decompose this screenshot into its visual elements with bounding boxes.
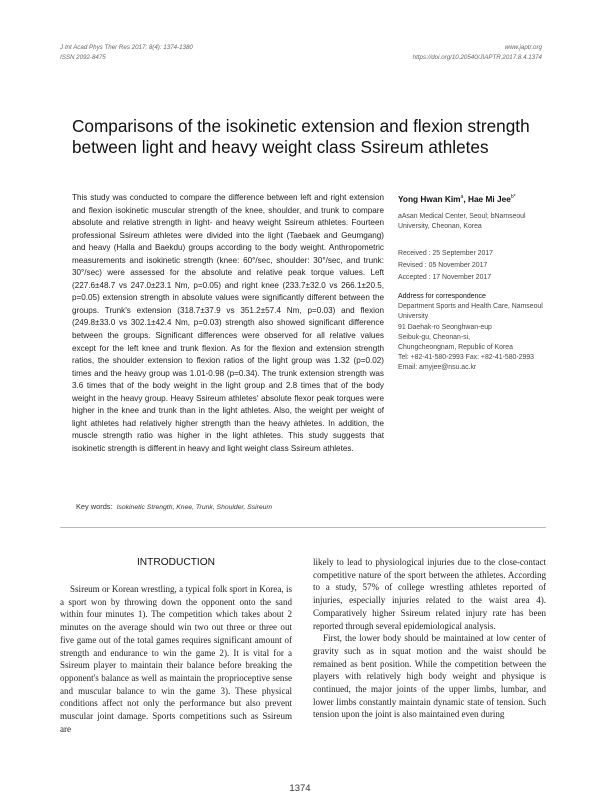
received-date: Received : 25 September 2017 [398, 250, 493, 257]
introduction-right-column [313, 556, 546, 721]
author-separator: , [463, 194, 468, 204]
author-affiliations: aAsan Medical Center, Seoul; bNamseoul University, Cheonan, Korea [398, 213, 526, 230]
introduction-paragraph: likely to lead to physiological injuries due to the close-contact competitive nature of the sport between the athletes. According to a study, 57% of college wrestling athletes reported of injuries, especially injuries related to the waist area 4). Comparatively higher Ssireum related injury rate has been reported through several epidemiological analysis. [313, 557, 546, 631]
keywords-line [76, 502, 272, 511]
page-number: 1374 [289, 783, 311, 794]
journal-citation: J Int Acad Phys Ther Res 2017; 8(4): 1374-1380 [60, 44, 193, 51]
correspondence-block [398, 292, 548, 374]
accepted-date: Accepted : 17 November 2017 [398, 274, 492, 281]
revised-date: Revised : 05 November 2017 [398, 262, 488, 269]
correspondence-line: Seibuk-gu, Cheonan-si, [398, 333, 471, 341]
correspondence-line: Department Sports and Health Care, Namseoul University [398, 303, 543, 321]
introduction-left-column: Ssireum or Korean wrestling, a typical folk sport in Korea, is a sport won by throwing down the opponent onto the sand within four minutes 1). The competition which takes about 2 minutes on the average should win two out three or three out five game out of the total games requires significant amount of strength and endurance to win the game 2). It is vital for a Ssireum player to maintain their balance before breaking the opponent's balance as well as maintain the proprioceptive sense and muscular balance to win the game 3). These physical conditions affect not only the performance but also prevent muscular joint damage. Sports competitions such as Ssireum are [60, 584, 292, 734]
correspondence-line: 91 Daehak-ro Seonghwan-eup [398, 323, 492, 331]
author-affiliation-marker: b* [510, 194, 516, 201]
correspondence-heading: Address for correspondence [398, 293, 486, 300]
correspondence-email[interactable]: Email: amyjee@nsu.ac.kr [398, 364, 477, 372]
introduction-paragraph: First, the lower body should be maintained at low center of gravity such as in squat motion and the waist should be remained as bent position. While the competition between the players with relatively high body weight and physique is continued, the major joints of the upper limbs, lumbar, and lower limbs constantly maintain dynamic state of tension. Such tension upon the joint is also maintained even during [313, 633, 546, 720]
section-heading-introduction: INTRODUCTION [136, 557, 216, 568]
abstract-text: This study was conducted to compare the difference between left and right extension and flexion isokinetic muscular strength of the knee, shoulder, and trunk to compare absolute and relative strength in light- and heavy weight Ssireum athletes. Fourteen professional Ssireum athletes were divided into the light (Taebaek and Geumgang) and heavy (Halla and Baekdu) groups according to the body weight. Anthropometric measurements and isokinetic strength (knee: 60°/sec, shoulder: 30°/sec, and trunk: 30°/sec) were assessed for the absolute and relative peak torque values. Left (227.6±48.7 vs 247.0±23.1 Nm, p=0.05) and right knee (233.7±32.0 vs 266.1±20.5, p=0.05) extension strength in absolute values were significantly different between the groups. Trunk's extension (318.7±37.9 vs 351.2±57.4 Nm, p=0.03) and flexion (249.8±33.0 vs 302.1±42.4 Nm, p=0.03) strength also showed significant difference between the groups. Significant differences were observed for all relative values except for the left knee and trunk flexion. As for the flexion and extension strength ratios, the shoulder extension to flexion ratios of the light group was 1.32 (p=0.02) times and the heavy group was 1.01-0.98 (p=0.34). The trunk extension strength was 3.6 times that of the body weight in the light group and 2.8 times that of the body weight in the heavy group. Heavy Ssireum athletes' absolute flexor peak torques were higher in the knee and trunk than in the light athletes. Also, the weight per weight of light athletes had relatively higher strength than the heavy athletes. In addition, the muscle strength ratio was higher in the light athletes. This study suggests that isokinetic strength is different in heavy and light weight class Ssireum athletes. [72, 193, 384, 453]
section-divider [60, 527, 546, 528]
journal-issn: ISSN 2092-8475 [60, 53, 106, 61]
journal-header-right [413, 43, 542, 62]
author-affiliation-marker: a [460, 194, 464, 201]
journal-header-left [60, 43, 193, 62]
author-name: Yong Hwan Kim [398, 194, 461, 204]
article-dates [398, 248, 493, 284]
doi-link[interactable]: https://doi.org/10.20540/JIAPTR.2017.8.4.1374 [412, 53, 542, 61]
correspondence-phone: Tel: +82-41-580-2993 Fax: +82-41-580-2993 [398, 354, 534, 362]
keywords-value: Isokinetic Strength, Knee, Trunk, Shoulder, Ssireum [116, 504, 273, 511]
article-title: Comparisons of the isokinetic extension and flexion strength between light and heavy weight class Ssireum athletes [72, 116, 530, 157]
journal-url-link[interactable]: www.japtr.org [504, 44, 542, 51]
correspondence-line: Chungcheongnam, Republic of Korea [398, 344, 513, 352]
author-name: Hae Mi Jee [467, 194, 511, 204]
author-list [398, 194, 516, 204]
keywords-label: Key words: [76, 502, 113, 511]
